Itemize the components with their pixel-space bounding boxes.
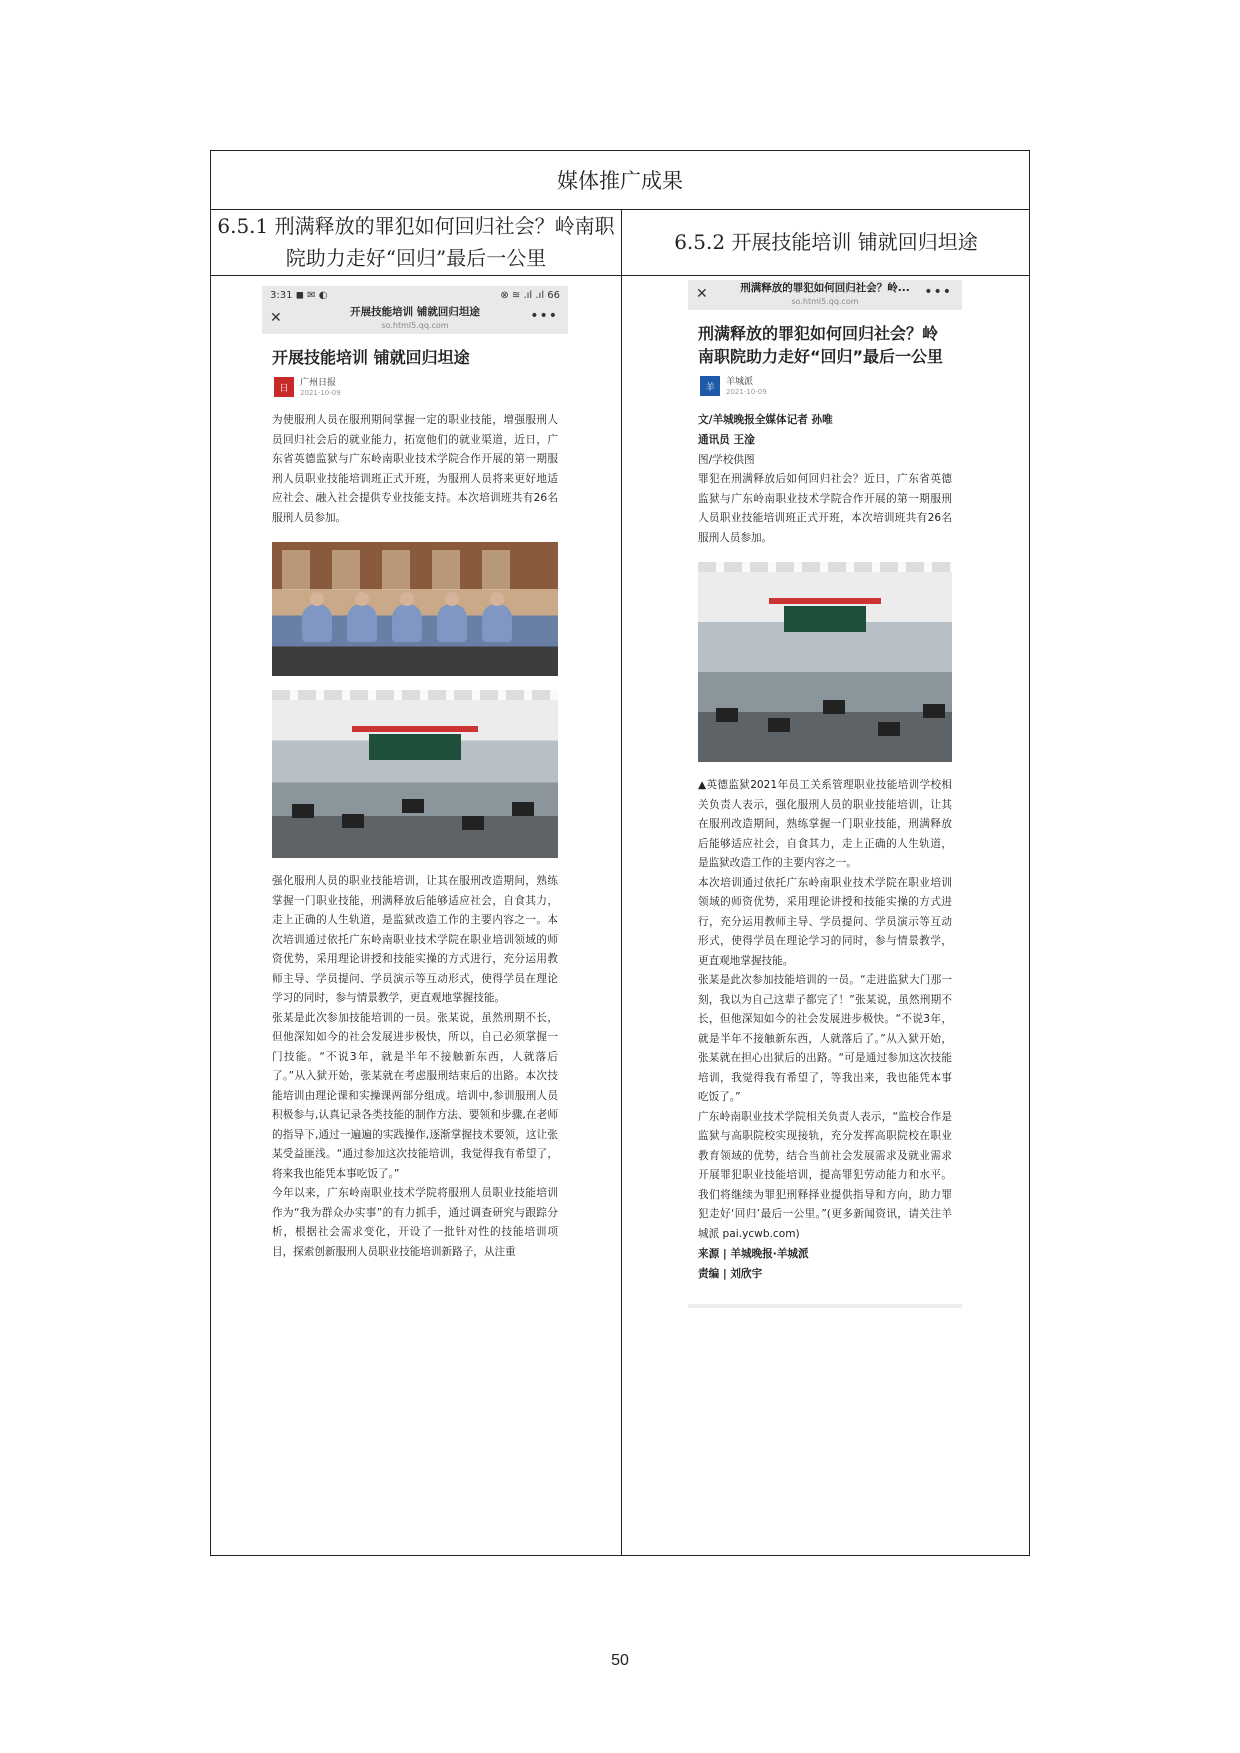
right-header-cell: 6.5.2 开展技能培训 铺就回归坦途 — [674, 230, 978, 254]
status-icons: ◼ ✉ ◐ — [295, 289, 328, 301]
article-paragraph: 张某是此次参加技能培训的一员。张某说，虽然刑期不长，但他深知如今的社会发展进步极快，所以，自己必须掌握一门技能。“不说3年，就是半年不接触新东西，人就落后了。”从入狱开始，张某就在考虑服刑结束后的出路。本次技能培训由理论课和实操课两部分组成。培训中,参训服刑人员积极参与,认真记录各类技能的制作方法、要领和步骤,在老师的指导下,通过一遍遍的实践操作,逐渐掌握技术要领，这让张某受益匪浅。“通过参加这次技能培训，我觉得我有希望了，将来我也能凭本事吃饭了。” — [272, 1011, 558, 1180]
article-source — [700, 376, 950, 396]
article-paragraph: 罪犯在刑满释放后如何回归社会？近日，广东省英德监狱与广东岭南职业技术学院合作开展的第一期服刑人员职业技能培训班正式开班，本次培训班共有26名服刑人员参加。 — [698, 473, 952, 544]
article-paragraph: 为使服刑人员在服刑期间掌握一定的职业技能，增强服刑人员回归社会后的就业能力，拓宽他们的就业渠道，近日，广东省英德监狱与广东岭南职业技术学院合作开展的第一期服刑人员职业技能培训班正式开班，为服刑人员将来更好地适应社会、融入社会提供专业技能支持。本次培训班共有26名服刑人员参加。 — [272, 414, 558, 524]
editor-line: 责编 | 刘欣宇 — [698, 1268, 763, 1280]
source-logo-icon: 羊 — [700, 376, 720, 396]
nav-url: so.html5.qq.com — [381, 321, 449, 330]
source-date: 2021-10-09 — [726, 387, 767, 396]
article-source — [274, 377, 556, 397]
table-title: 媒体推广成果 — [211, 151, 1029, 210]
source-line: 来源 | 羊城晚报·羊城派 — [698, 1248, 809, 1260]
nav-title: 开展技能培训 铺就回归坦途 — [350, 306, 480, 318]
article-paragraph: 张某是此次参加技能培训的一员。“走进监狱大门那一刻，我以为自己这辈子都完了！”张某说，虽然刑期不长，但他深知如今的社会发展进步极快。“不说3年，就是半年不接触新东西，人就落后了。”从入狱开始，张某就在担心出狱后的出路。“可是通过参加这次技能培训，我觉得我有希望了，等我出来，我也能凭本事吃饭了。” — [698, 974, 952, 1103]
classroom-photo — [698, 562, 952, 762]
byline-photo: 图/学校供图 — [698, 454, 755, 466]
nav-url: so.html5.qq.com — [791, 297, 859, 306]
page-number: 50 — [611, 1652, 629, 1669]
status-time: 3:31 — [270, 289, 293, 301]
article-title: 刑满释放的罪犯如何回归社会？岭南职院助力走好“回归”最后一公里 — [698, 324, 944, 366]
article-paragraph: 广东岭南职业技术学院相关负责人表示，“监校合作是监狱与高职院校实现接轨，充分发挥高职院校在职业教育领域的优势，结合当前社会发展需求及就业需求开展罪犯职业技能培训，提高罪犯劳动能力和水平。我们将继续为罪犯刑释择业提供指导和方向，助力罪犯走好‘回归’最后一公里。”(更多新闻资讯，请关注羊城派 pai.ycwb.com) — [698, 1110, 952, 1240]
article-paragraph: 本次培训通过依托广东岭南职业技术学院在职业培训领域的师资优势，采用理论讲授和技能实操的方式进行，充分运用教师主导、学员提问、学员演示等互动形式，使得学员在理论学习的同时，参与情景教学，更直观地掌握技能。 — [698, 876, 952, 967]
browser-nav-bar — [688, 280, 962, 310]
close-icon[interactable]: ✕ — [270, 310, 282, 326]
article-title: 开展技能培训 铺就回归坦途 — [272, 348, 470, 367]
article-paragraph: 强化服刑人员的职业技能培训，让其在服刑改造期间，熟练掌握一门职业技能，刑满释放后能够适应社会，自食其力，走上正确的人生轨道，是监狱改造工作的主要内容之一。本次培训通过依托广东岭南职业技术学院在职业培训领域的师资优势，采用理论讲授和技能实操的方式进行，充分运用教师主导、学员提问、学员演示等互动形式，使得学员在理论学习的同时，参与情景教学，更直观地掌握技能。 — [272, 875, 558, 1004]
more-icon[interactable]: ••• — [924, 284, 952, 300]
nav-title: 刑满释放的罪犯如何回归社会？岭... — [740, 282, 910, 294]
byline-correspondent: 通讯员 王淦 — [698, 434, 755, 446]
classroom-photo — [272, 690, 558, 858]
byline-author: 文/羊城晚报全媒体记者 孙唯 — [698, 414, 833, 426]
meeting-photo — [272, 542, 558, 676]
status-bar — [262, 286, 568, 304]
more-icon[interactable]: ••• — [530, 308, 558, 324]
table-header-row — [211, 209, 1029, 276]
source-logo-icon: 日 — [274, 377, 294, 397]
left-header-cell: 6.5.1 刑满释放的罪犯如何回归社会？岭南职院助力走好“回归”最后一公里 — [217, 214, 615, 270]
divider — [688, 1304, 962, 1308]
source-date: 2021-10-09 — [300, 388, 341, 397]
close-icon[interactable]: ✕ — [696, 286, 708, 302]
right-article-screenshot — [688, 280, 962, 1500]
article-paragraph: ▲英德监狱2021年员工关系管理职业技能培训学校相关负责人表示，强化服刑人员的职业技能培训，让其在服刑改造期间，熟练掌握一门职业技能，刑满释放后能够适应社会，自食其力，走上正确的人生轨道，是监狱改造工作的主要内容之一。 — [698, 779, 952, 869]
column-divider — [621, 209, 622, 1555]
source-name: 羊城派 — [726, 376, 754, 387]
left-article-screenshot — [262, 286, 568, 1521]
browser-nav-bar — [262, 304, 568, 334]
status-indicators: ⊗ ≋ .ıl .ıl 66 — [500, 289, 560, 301]
article-paragraph: 今年以来，广东岭南职业技术学院将服刑人员职业技能培训作为“我为群众办实事”的有力抓手，通过调查研究与跟踪分析，根据社会需求变化，开设了一批针对性的技能培训项目，探索创新服刑人员职业技能培训新路子，从注重 — [272, 1187, 558, 1258]
source-name: 广州日报 — [300, 377, 337, 388]
